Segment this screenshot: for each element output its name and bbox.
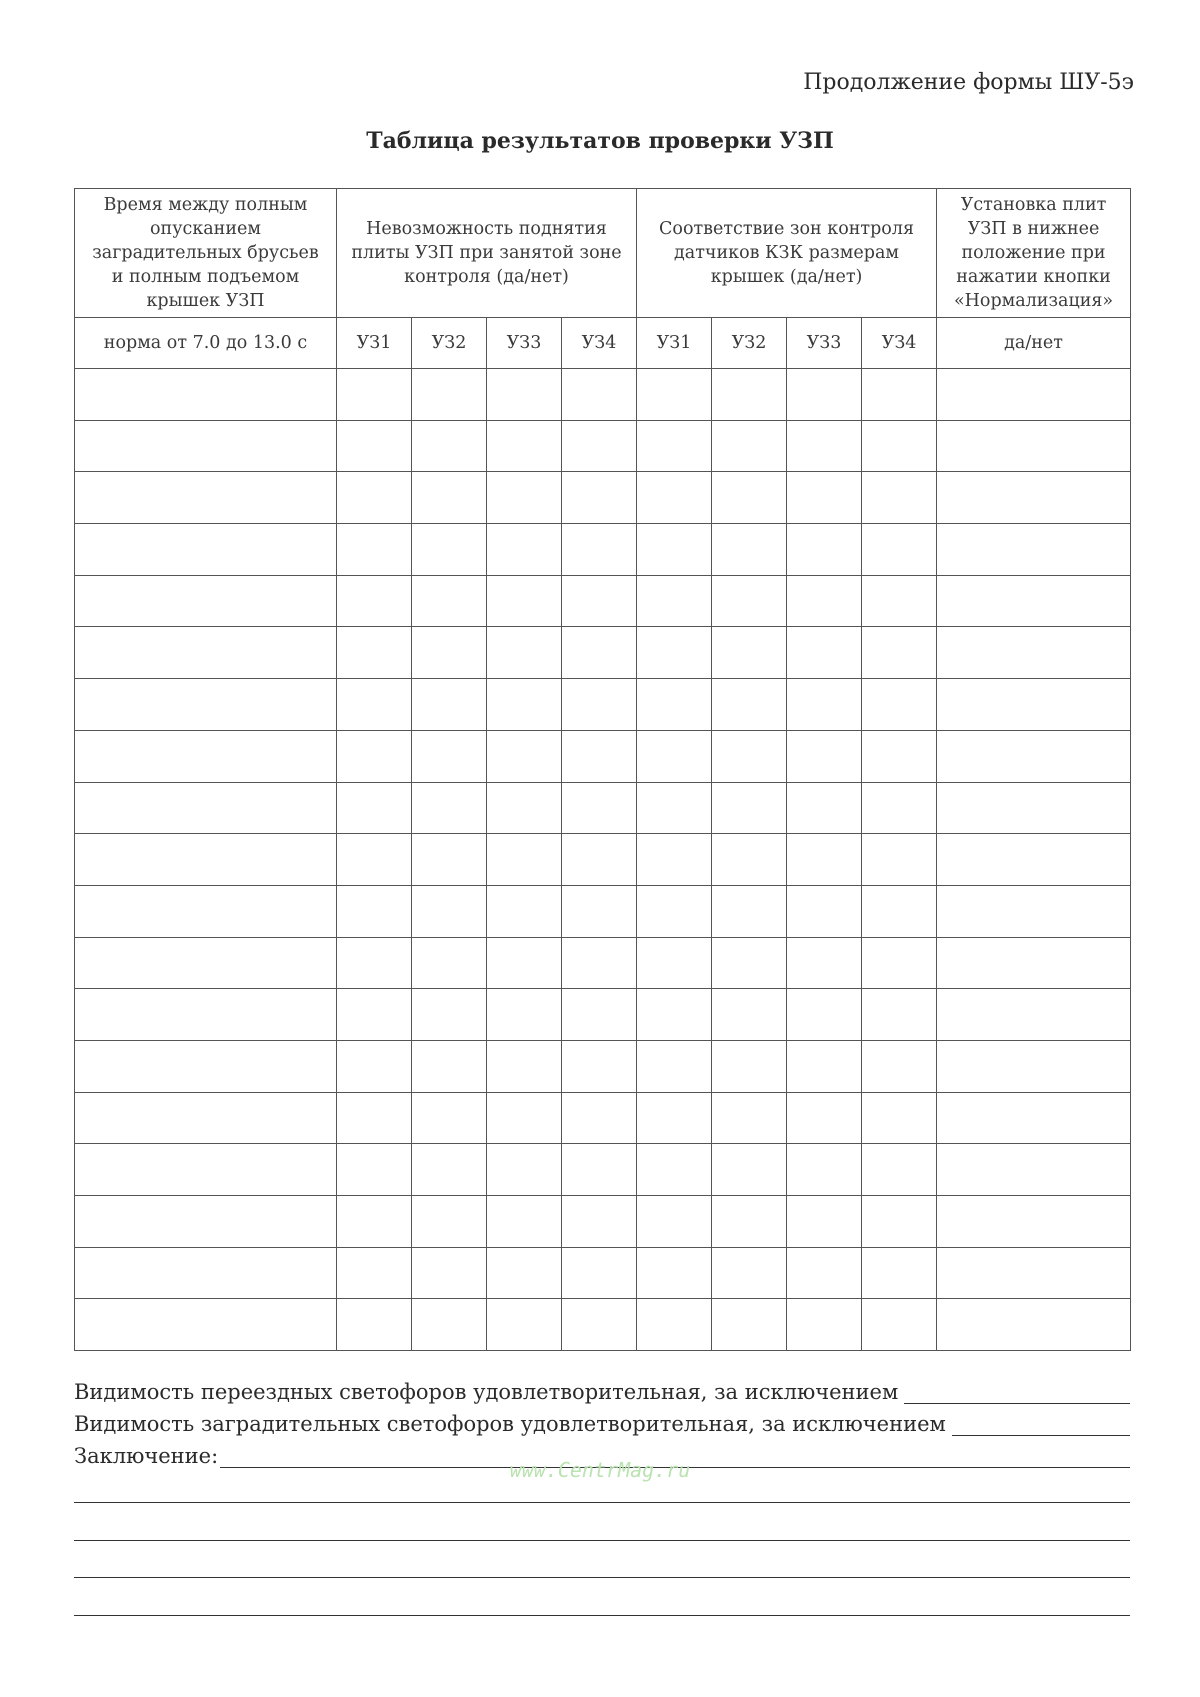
table-cell[interactable] xyxy=(862,885,937,937)
table-cell[interactable] xyxy=(337,1299,412,1351)
table-cell[interactable] xyxy=(712,472,787,524)
table-cell[interactable] xyxy=(637,575,712,627)
results-table xyxy=(74,188,1131,1351)
subheader-con-uz2: УЗ2 xyxy=(712,318,787,369)
table-cell[interactable] xyxy=(637,1092,712,1144)
table-cell[interactable] xyxy=(75,1196,337,1248)
header-installation-text: Установка плит УЗП в нижнее положение при нажатии кнопки «Нормализация» xyxy=(953,195,1114,311)
table-cell[interactable] xyxy=(637,885,712,937)
table-cell[interactable] xyxy=(75,627,337,679)
table-cell[interactable] xyxy=(862,679,937,731)
table-cell[interactable] xyxy=(712,1247,787,1299)
table-cell[interactable] xyxy=(75,834,337,886)
table-cell[interactable] xyxy=(337,1196,412,1248)
table-cell[interactable] xyxy=(412,1144,487,1196)
table-cell[interactable] xyxy=(787,627,862,679)
table-cell[interactable] xyxy=(337,1092,412,1144)
header-conformity-text: Соответствие зон контроля датчиков КЗК размерам крышек (да/нет) xyxy=(659,219,914,287)
conclusion-blank-line-1[interactable] xyxy=(74,1502,1130,1503)
table-cell[interactable] xyxy=(412,369,487,421)
table-cell[interactable] xyxy=(562,369,637,421)
table-cell[interactable] xyxy=(862,420,937,472)
table-cell[interactable] xyxy=(487,679,562,731)
table-cell[interactable] xyxy=(862,1040,937,1092)
table-cell[interactable] xyxy=(562,472,637,524)
table-cell[interactable] xyxy=(937,1092,1131,1144)
table-row xyxy=(75,1196,1131,1248)
table-cell[interactable] xyxy=(562,937,637,989)
table-cell[interactable] xyxy=(637,834,712,886)
table-cell[interactable] xyxy=(937,782,1131,834)
table-row xyxy=(75,937,1131,989)
subheader-imp-uz2: УЗ2 xyxy=(412,318,487,369)
table-cell[interactable] xyxy=(562,420,637,472)
table-cell[interactable] xyxy=(487,369,562,421)
table-cell[interactable] xyxy=(562,1247,637,1299)
table-cell[interactable] xyxy=(75,524,337,576)
table-cell[interactable] xyxy=(412,1299,487,1351)
table-row xyxy=(75,1144,1131,1196)
table-cell[interactable] xyxy=(487,1247,562,1299)
table-cell[interactable] xyxy=(412,885,487,937)
header-impossibility-cell xyxy=(337,189,637,318)
table-cell[interactable] xyxy=(75,1299,337,1351)
table-row xyxy=(75,679,1131,731)
table-cell[interactable] xyxy=(412,420,487,472)
subheader-con-uz3: УЗ3 xyxy=(787,318,862,369)
table-cell[interactable] xyxy=(337,1040,412,1092)
table-cell[interactable] xyxy=(937,1247,1131,1299)
table-row xyxy=(75,989,1131,1041)
table-cell[interactable] xyxy=(637,1196,712,1248)
subheader-norm: норма от 7.0 до 13.0 с xyxy=(75,318,337,369)
table-row xyxy=(75,420,1131,472)
table-cell[interactable] xyxy=(862,989,937,1041)
table-title: Таблица результатов проверки УЗП xyxy=(366,128,834,154)
table-cell[interactable] xyxy=(75,575,337,627)
table-cell[interactable] xyxy=(937,1144,1131,1196)
table-cell[interactable] xyxy=(637,1040,712,1092)
table-cell[interactable] xyxy=(862,1144,937,1196)
table-cell[interactable] xyxy=(637,730,712,782)
table-cell[interactable] xyxy=(712,885,787,937)
table-cell[interactable] xyxy=(937,524,1131,576)
table-cell[interactable] xyxy=(412,937,487,989)
table-cell[interactable] xyxy=(412,1247,487,1299)
conclusion-blank-line-2[interactable] xyxy=(74,1540,1130,1541)
table-cell[interactable] xyxy=(862,1092,937,1144)
table-cell[interactable] xyxy=(337,885,412,937)
table-cell[interactable] xyxy=(787,1299,862,1351)
table-cell[interactable] xyxy=(562,1196,637,1248)
header-time-cell xyxy=(75,189,337,318)
table-cell[interactable] xyxy=(712,730,787,782)
table-cell[interactable] xyxy=(937,885,1131,937)
table-cell[interactable] xyxy=(75,679,337,731)
table-cell[interactable] xyxy=(862,1299,937,1351)
conclusion-label: Заключение: xyxy=(74,1444,219,1468)
table-cell[interactable] xyxy=(637,420,712,472)
table-cell[interactable] xyxy=(412,1040,487,1092)
table-cell[interactable] xyxy=(562,627,637,679)
table-cell[interactable] xyxy=(712,1144,787,1196)
table-cell[interactable] xyxy=(337,782,412,834)
table-cell[interactable] xyxy=(337,1144,412,1196)
table-cell[interactable] xyxy=(337,627,412,679)
header-impossibility-text: Невозможность поднятия плиты УЗП при занятой зоне контроля (да/нет) xyxy=(351,219,622,287)
table-cell[interactable] xyxy=(787,1196,862,1248)
table-cell[interactable] xyxy=(787,524,862,576)
table-cell[interactable] xyxy=(712,420,787,472)
table-cell[interactable] xyxy=(862,1196,937,1248)
table-cell[interactable] xyxy=(937,1299,1131,1351)
table-cell[interactable] xyxy=(412,1196,487,1248)
table-cell[interactable] xyxy=(337,575,412,627)
table-row xyxy=(75,730,1131,782)
table-row xyxy=(75,834,1131,886)
table-cell[interactable] xyxy=(487,1144,562,1196)
header-installation-cell xyxy=(937,189,1131,318)
table-cell[interactable] xyxy=(787,472,862,524)
table-cell[interactable] xyxy=(487,1040,562,1092)
subheader-imp-uz4: УЗ4 xyxy=(562,318,637,369)
table-cell[interactable] xyxy=(637,989,712,1041)
table-cell[interactable] xyxy=(787,369,862,421)
table-cell[interactable] xyxy=(562,575,637,627)
table-cell[interactable] xyxy=(862,575,937,627)
barrier-signals-blank[interactable] xyxy=(952,1415,1130,1436)
crossing-signals-line xyxy=(74,1380,1130,1404)
table-cell[interactable] xyxy=(75,730,337,782)
table-cell[interactable] xyxy=(862,472,937,524)
table-cell[interactable] xyxy=(787,1092,862,1144)
table-cell[interactable] xyxy=(937,472,1131,524)
barrier-signals-line xyxy=(74,1412,1130,1436)
table-cell[interactable] xyxy=(75,1247,337,1299)
table-cell[interactable] xyxy=(637,524,712,576)
subheader-con-uz1: УЗ1 xyxy=(637,318,712,369)
watermark: www.CentrMag.ru xyxy=(509,1458,691,1482)
table-cell[interactable] xyxy=(937,1040,1131,1092)
table-cell[interactable] xyxy=(562,989,637,1041)
table-cell[interactable] xyxy=(712,1092,787,1144)
table-cell[interactable] xyxy=(337,937,412,989)
table-cell[interactable] xyxy=(487,937,562,989)
table-cell[interactable] xyxy=(862,730,937,782)
table-cell[interactable] xyxy=(637,1299,712,1351)
table-cell[interactable] xyxy=(412,524,487,576)
table-cell[interactable] xyxy=(412,627,487,679)
table-cell[interactable] xyxy=(75,420,337,472)
table-cell[interactable] xyxy=(337,524,412,576)
crossing-signals-blank[interactable] xyxy=(904,1383,1130,1404)
table-cell[interactable] xyxy=(412,679,487,731)
conclusion-blank-line-3[interactable] xyxy=(74,1577,1130,1578)
table-cell[interactable] xyxy=(412,989,487,1041)
table-cell[interactable] xyxy=(75,1092,337,1144)
table-cell[interactable] xyxy=(937,730,1131,782)
table-cell[interactable] xyxy=(75,989,337,1041)
table-cell[interactable] xyxy=(487,885,562,937)
table-cell[interactable] xyxy=(487,1196,562,1248)
table-cell[interactable] xyxy=(562,1299,637,1351)
table-cell[interactable] xyxy=(487,627,562,679)
table-cell[interactable] xyxy=(787,885,862,937)
subheader-yes-no: да/нет xyxy=(937,318,1131,369)
table-cell[interactable] xyxy=(787,1040,862,1092)
table-row xyxy=(75,1092,1131,1144)
table-cell[interactable] xyxy=(712,782,787,834)
table-cell[interactable] xyxy=(75,885,337,937)
table-cell[interactable] xyxy=(487,730,562,782)
table-cell[interactable] xyxy=(937,575,1131,627)
table-cell[interactable] xyxy=(562,782,637,834)
table-cell[interactable] xyxy=(337,730,412,782)
table-row xyxy=(75,1040,1131,1092)
table-cell[interactable] xyxy=(787,834,862,886)
table-cell[interactable] xyxy=(862,524,937,576)
table-cell[interactable] xyxy=(712,1040,787,1092)
table-cell[interactable] xyxy=(412,730,487,782)
table-cell[interactable] xyxy=(787,679,862,731)
table-cell[interactable] xyxy=(487,1092,562,1144)
table-cell[interactable] xyxy=(487,524,562,576)
table-cell[interactable] xyxy=(75,369,337,421)
form-continuation-label: Продолжение формы ШУ-5э xyxy=(803,70,1134,95)
conclusion-blank-line-4[interactable] xyxy=(74,1615,1130,1616)
table-cell[interactable] xyxy=(412,575,487,627)
header-conformity-cell xyxy=(637,189,937,318)
table-cell[interactable] xyxy=(487,834,562,886)
table-cell[interactable] xyxy=(937,420,1131,472)
barrier-signals-label: Видимость заградительных светофоров удовлетворительная, за исключением xyxy=(74,1412,946,1436)
table-cell[interactable] xyxy=(337,679,412,731)
table-cell[interactable] xyxy=(637,627,712,679)
table-cell[interactable] xyxy=(937,834,1131,886)
table-cell[interactable] xyxy=(937,369,1131,421)
table-cell[interactable] xyxy=(412,782,487,834)
table-cell[interactable] xyxy=(337,1247,412,1299)
table-cell[interactable] xyxy=(562,679,637,731)
table-cell[interactable] xyxy=(937,1196,1131,1248)
crossing-signals-label: Видимость переездных светофоров удовлетворительная, за исключением xyxy=(74,1380,899,1404)
table-cell[interactable] xyxy=(937,989,1131,1041)
table-cell[interactable] xyxy=(487,575,562,627)
table-cell[interactable] xyxy=(337,420,412,472)
table-row xyxy=(75,472,1131,524)
table-cell[interactable] xyxy=(337,472,412,524)
table-cell[interactable] xyxy=(75,472,337,524)
table-cell[interactable] xyxy=(637,1144,712,1196)
table-cell[interactable] xyxy=(862,627,937,679)
subheader-con-uz4: УЗ4 xyxy=(862,318,937,369)
table-cell[interactable] xyxy=(337,989,412,1041)
table-cell[interactable] xyxy=(637,472,712,524)
table-cell[interactable] xyxy=(862,834,937,886)
table-cell[interactable] xyxy=(562,524,637,576)
table-cell[interactable] xyxy=(487,989,562,1041)
table-cell[interactable] xyxy=(562,1040,637,1092)
table-row xyxy=(75,782,1131,834)
table-cell[interactable] xyxy=(712,627,787,679)
table-cell[interactable] xyxy=(862,1247,937,1299)
table-cell[interactable] xyxy=(862,937,937,989)
table-cell[interactable] xyxy=(412,472,487,524)
table-cell[interactable] xyxy=(787,937,862,989)
table-cell[interactable] xyxy=(862,782,937,834)
subheader-imp-uz1: УЗ1 xyxy=(337,318,412,369)
table-cell[interactable] xyxy=(637,782,712,834)
table-row xyxy=(75,627,1131,679)
table-cell[interactable] xyxy=(562,730,637,782)
table-cell[interactable] xyxy=(787,730,862,782)
table-cell[interactable] xyxy=(337,834,412,886)
table-cell[interactable] xyxy=(562,1092,637,1144)
table-cell[interactable] xyxy=(712,1299,787,1351)
table-cell[interactable] xyxy=(637,1247,712,1299)
table-cell[interactable] xyxy=(487,782,562,834)
table-cell[interactable] xyxy=(787,420,862,472)
table-row xyxy=(75,885,1131,937)
table-cell[interactable] xyxy=(75,782,337,834)
table-cell[interactable] xyxy=(712,369,787,421)
table-cell[interactable] xyxy=(787,1247,862,1299)
table-cell[interactable] xyxy=(937,679,1131,731)
table-cell[interactable] xyxy=(487,472,562,524)
table-row xyxy=(75,1247,1131,1299)
table-row xyxy=(75,1299,1131,1351)
table-cell[interactable] xyxy=(637,937,712,989)
table-cell[interactable] xyxy=(75,937,337,989)
table-row xyxy=(75,575,1131,627)
table-cell[interactable] xyxy=(862,369,937,421)
table-cell[interactable] xyxy=(787,1144,862,1196)
table-cell[interactable] xyxy=(787,989,862,1041)
table-cell[interactable] xyxy=(712,575,787,627)
table-cell[interactable] xyxy=(562,885,637,937)
table-cell[interactable] xyxy=(637,679,712,731)
table-cell[interactable] xyxy=(787,782,862,834)
table-cell[interactable] xyxy=(75,1144,337,1196)
table-cell[interactable] xyxy=(562,1144,637,1196)
table-row xyxy=(75,369,1131,421)
table-cell[interactable] xyxy=(712,1196,787,1248)
subheader-imp-uz3: УЗ3 xyxy=(487,318,562,369)
table-cell[interactable] xyxy=(712,524,787,576)
table-cell[interactable] xyxy=(487,1299,562,1351)
table-row xyxy=(75,524,1131,576)
table-cell[interactable] xyxy=(562,834,637,886)
table-cell[interactable] xyxy=(712,937,787,989)
table-cell[interactable] xyxy=(487,420,562,472)
table-cell[interactable] xyxy=(712,679,787,731)
header-time-text: Время между полным опусканием заградительных брусьев и полным подъемом крышек УЗП xyxy=(92,195,319,311)
table-cell[interactable] xyxy=(75,1040,337,1092)
table-cell[interactable] xyxy=(412,1092,487,1144)
table-cell[interactable] xyxy=(937,627,1131,679)
table-cell[interactable] xyxy=(787,575,862,627)
table-cell[interactable] xyxy=(712,989,787,1041)
table-cell[interactable] xyxy=(637,369,712,421)
table-cell[interactable] xyxy=(937,937,1131,989)
table-cell[interactable] xyxy=(337,369,412,421)
table-cell[interactable] xyxy=(712,834,787,886)
table-cell[interactable] xyxy=(412,834,487,886)
